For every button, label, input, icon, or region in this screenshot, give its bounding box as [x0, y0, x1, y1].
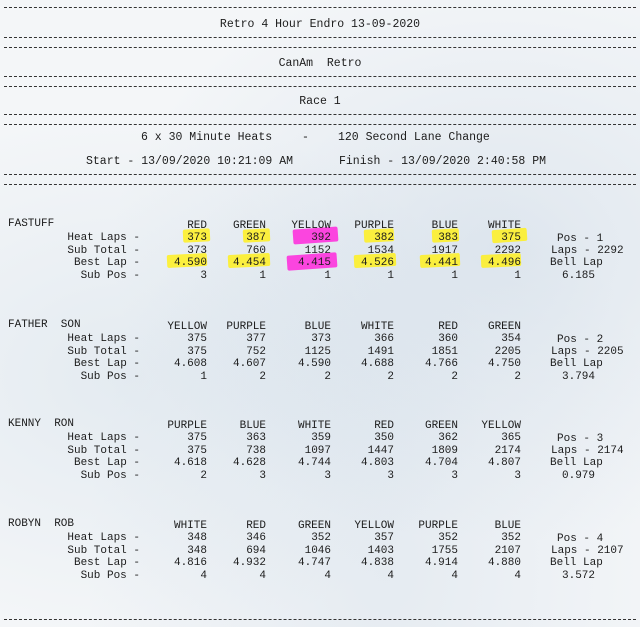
cell-value: 377: [246, 333, 266, 345]
lane-color: GREEN: [424, 420, 458, 432]
divider: [4, 76, 636, 77]
cell-value: 4.688: [360, 358, 394, 370]
cell-value: 738: [246, 444, 266, 457]
position: Pos - 4: [557, 533, 604, 545]
bell-lap-value: 3.572: [562, 570, 596, 582]
cell-value: 1403: [367, 544, 394, 557]
cell-value: 4: [514, 569, 521, 582]
row-label: Sub Total -: [67, 444, 140, 457]
cell-value: 1097: [304, 444, 331, 457]
row-label: Sub Total -: [67, 345, 140, 358]
cell-value: 1491: [367, 345, 394, 358]
cell-value: 3: [514, 469, 521, 482]
cell-value: 362: [438, 432, 458, 444]
cell-value: 383: [438, 232, 458, 244]
cell-value: 375: [501, 232, 521, 244]
cell-value: 373: [187, 232, 207, 244]
cell-value: 4.618: [173, 457, 207, 469]
cell-value: 1755: [431, 544, 458, 557]
cell-value: 2174: [494, 444, 521, 457]
lane-color: RED: [438, 321, 458, 333]
divider: [4, 184, 636, 185]
cell-value: 4.744: [297, 457, 331, 469]
cell-value: 1: [387, 269, 394, 282]
lane-color: BLUE: [304, 321, 331, 333]
cell-value: 363: [246, 432, 266, 444]
cell-value: 366: [374, 333, 394, 345]
lane-color: PURPLE: [167, 420, 207, 432]
cell-value: 348: [187, 532, 207, 544]
lane-color: YELLOW: [481, 420, 521, 432]
lane-color: PURPLE: [418, 520, 458, 532]
cell-value: 375: [187, 432, 207, 444]
cell-value: 4.816: [173, 557, 207, 569]
lane-color: WHITE: [173, 520, 207, 532]
lane-color: PURPLE: [354, 220, 394, 232]
lane-color: YELLOW: [291, 220, 331, 232]
cell-value: 2205: [494, 345, 521, 358]
format-separator: -: [302, 131, 309, 144]
cell-value: 2: [200, 469, 207, 482]
cell-value: 357: [374, 532, 394, 544]
divider: [4, 47, 636, 48]
position: Pos - 3: [557, 433, 604, 445]
cell-value: 3: [387, 469, 394, 482]
cell-value: 1: [259, 269, 266, 282]
bell-lap-label: Bell Lap: [550, 457, 603, 469]
divider: [4, 124, 636, 125]
lane-color: YELLOW: [167, 321, 207, 333]
lane-color: BLUE: [239, 420, 266, 432]
cell-value: 1152: [304, 244, 331, 257]
cell-value: 2: [387, 370, 394, 383]
cell-value: 2: [259, 370, 266, 383]
cell-value: 4.766: [424, 358, 458, 370]
lane-color: PURPLE: [226, 321, 266, 333]
row-label: Best Lap -: [73, 557, 140, 569]
event-title: Retro 4 Hour Endro 13-09-2020: [219, 18, 421, 31]
cell-value: 2292: [494, 244, 521, 257]
position: Pos - 1: [557, 233, 604, 245]
cell-value: 3: [324, 469, 331, 482]
cell-value: 387: [246, 232, 266, 244]
cell-value: 4.454: [232, 257, 266, 269]
cell-value: 346: [246, 532, 266, 544]
cell-value: 392: [311, 232, 331, 244]
cell-value: 3: [259, 469, 266, 482]
cell-value: 375: [187, 444, 207, 457]
cell-value: 760: [246, 244, 266, 257]
lane-color: BLUE: [494, 520, 521, 532]
cell-value: 1917: [431, 244, 458, 257]
cell-value: 4: [200, 569, 207, 582]
cell-value: 4.628: [232, 457, 266, 469]
team-name: KENNY RON: [8, 418, 75, 430]
cell-value: 348: [187, 544, 207, 557]
bell-lap-value: 3.794: [562, 371, 596, 383]
divider: [4, 7, 636, 8]
cell-value: 4.704: [424, 457, 458, 469]
finish-time: Finish - 13/09/2020 2:40:58 PM: [339, 155, 547, 168]
cell-value: 373: [187, 244, 207, 257]
lane-color: RED: [187, 220, 207, 232]
total-laps: Laps - 2292: [551, 245, 624, 257]
lane-color: GREEN: [297, 520, 331, 532]
cell-value: 4: [324, 569, 331, 582]
cell-value: 752: [246, 345, 266, 358]
cell-value: 382: [374, 232, 394, 244]
row-label: Heat Laps -: [67, 532, 140, 544]
row-label: Sub Pos -: [80, 569, 140, 582]
cell-value: 1: [451, 269, 458, 282]
row-label: Sub Total -: [67, 544, 140, 557]
cell-value: 4: [259, 569, 266, 582]
cell-value: 352: [501, 532, 521, 544]
cell-value: 4.932: [232, 557, 266, 569]
series-name: CanAm Retro: [278, 57, 362, 70]
cell-value: 4.496: [487, 257, 521, 269]
cell-value: 350: [374, 432, 394, 444]
cell-value: 4.747: [297, 557, 331, 569]
cell-value: 1534: [367, 244, 394, 257]
cell-value: 4.750: [487, 358, 521, 370]
cell-value: 4.803: [360, 457, 394, 469]
row-label: Heat Laps -: [67, 232, 140, 244]
cell-value: 4.914: [424, 557, 458, 569]
cell-value: 4.590: [297, 358, 331, 370]
cell-value: 4.608: [173, 358, 207, 370]
row-label: Sub Total -: [67, 244, 140, 257]
cell-value: 352: [311, 532, 331, 544]
cell-value: 1: [200, 370, 207, 383]
total-laps: Laps - 2107: [551, 545, 624, 557]
cell-value: 1809: [431, 444, 458, 457]
cell-value: 4: [387, 569, 394, 582]
lane-color: BLUE: [431, 220, 458, 232]
cell-value: 1: [514, 269, 521, 282]
cell-value: 4.880: [487, 557, 521, 569]
cell-value: 694: [246, 544, 266, 557]
position: Pos - 2: [557, 334, 604, 346]
row-label: Best Lap -: [73, 358, 140, 370]
team-name: ROBYN ROB: [8, 518, 75, 530]
cell-value: 2: [324, 370, 331, 383]
cell-value: 4.415: [297, 257, 331, 269]
cell-value: 352: [438, 532, 458, 544]
cell-value: 375: [187, 333, 207, 345]
cell-value: 373: [311, 333, 331, 345]
divider: [4, 86, 636, 87]
row-label: Sub Pos -: [80, 269, 140, 282]
cell-value: 1125: [304, 345, 331, 358]
cell-value: 359: [311, 432, 331, 444]
cell-value: 360: [438, 333, 458, 345]
cell-value: 3: [451, 469, 458, 482]
total-laps: Laps - 2174: [551, 445, 624, 457]
team-name: FATHER SON: [8, 319, 81, 331]
cell-value: 1851: [431, 345, 458, 358]
lane-color: RED: [374, 420, 394, 432]
cell-value: 4.526: [360, 257, 394, 269]
cell-value: 4.838: [360, 557, 394, 569]
cell-value: 1046: [304, 544, 331, 557]
lane-color: WHITE: [487, 220, 521, 232]
cell-value: 4: [451, 569, 458, 582]
divider: [4, 37, 636, 38]
lane-change: 120 Second Lane Change: [338, 131, 490, 144]
lane-color: WHITE: [360, 321, 394, 333]
race-name: Race 1: [299, 95, 341, 108]
bell-lap-label: Bell Lap: [550, 557, 603, 569]
cell-value: 3: [200, 269, 207, 282]
team-name: FASTUFF: [8, 218, 55, 230]
cell-value: 4.607: [232, 358, 266, 370]
lane-color: GREEN: [232, 220, 266, 232]
bell-lap-label: Bell Lap: [550, 257, 603, 269]
bell-lap-value: 6.185: [562, 270, 596, 282]
lane-color: WHITE: [297, 420, 331, 432]
cell-value: 2: [451, 370, 458, 383]
bell-lap-value: 0.979: [562, 470, 596, 482]
cell-value: 4.590: [173, 257, 207, 269]
row-label: Best Lap -: [73, 257, 140, 269]
cell-value: 1: [324, 269, 331, 282]
lane-color: GREEN: [487, 321, 521, 333]
row-label: Best Lap -: [73, 457, 140, 469]
row-label: Heat Laps -: [67, 333, 140, 345]
cell-value: 1447: [367, 444, 394, 457]
row-label: Heat Laps -: [67, 432, 140, 444]
cell-value: 4.807: [487, 457, 521, 469]
start-time: Start - 13/09/2020 10:21:09 AM: [86, 155, 294, 168]
divider: [4, 619, 636, 620]
row-label: Sub Pos -: [80, 469, 140, 482]
cell-value: 375: [187, 345, 207, 358]
cell-value: 2: [514, 370, 521, 383]
lane-color: YELLOW: [354, 520, 394, 532]
lane-color: RED: [246, 520, 266, 532]
cell-value: 354: [501, 333, 521, 345]
cell-value: 2107: [494, 544, 521, 557]
total-laps: Laps - 2205: [551, 346, 624, 358]
cell-value: 365: [501, 432, 521, 444]
heat-format: 6 x 30 Minute Heats: [141, 131, 273, 144]
divider: [4, 114, 636, 115]
row-label: Sub Pos -: [80, 370, 140, 383]
cell-value: 4.441: [424, 257, 458, 269]
bell-lap-label: Bell Lap: [550, 358, 603, 370]
divider: [4, 174, 636, 175]
